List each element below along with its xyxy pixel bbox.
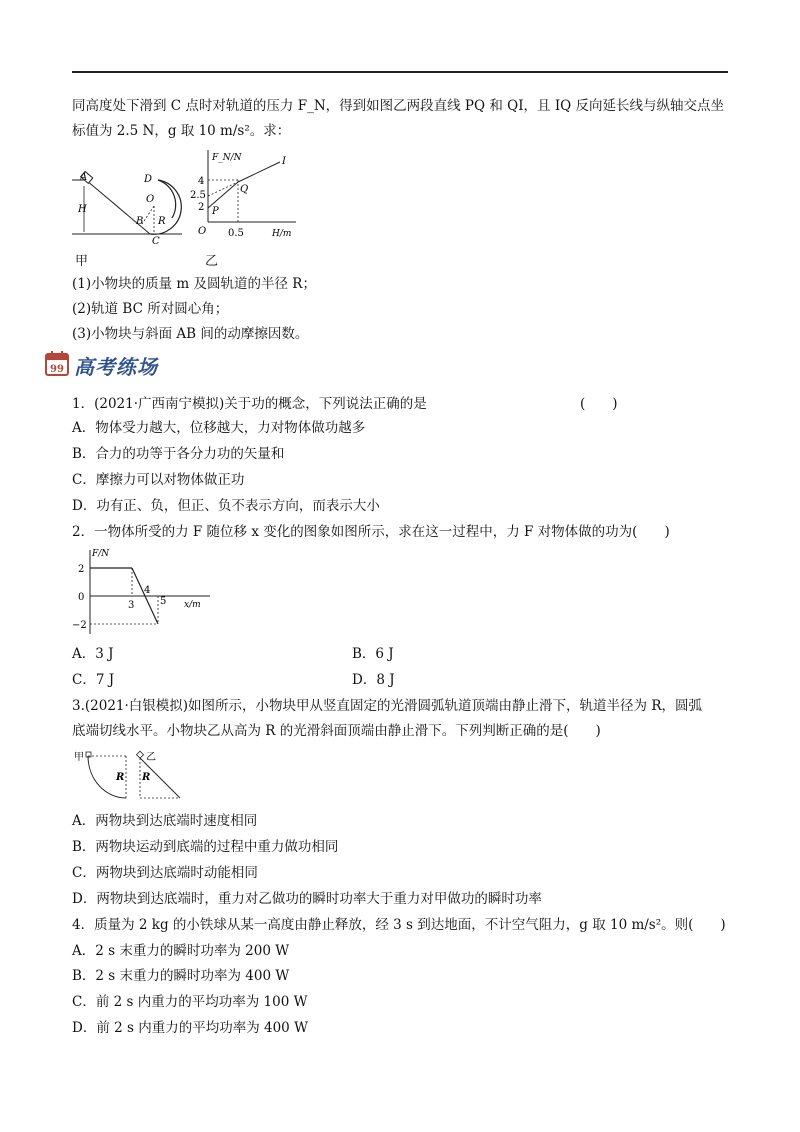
yi-line-pq [208, 182, 238, 208]
calendar-icon [44, 349, 70, 377]
jia-caption: 甲 [75, 254, 89, 269]
q4-option-b: B．2 s 末重力的瞬时功率为 400 W [72, 968, 290, 984]
q2-tick-x-3: 3 [128, 600, 135, 611]
q3-option-d: D．两物块到达底端时，重力对乙做功的瞬时功率大于重力对甲做功的瞬时功率 [72, 891, 542, 907]
jia-label-h: H [78, 204, 87, 215]
jia-label-o: O [146, 194, 155, 205]
jia-label-r: R [158, 216, 166, 227]
section-title: 高考练场 [74, 355, 158, 379]
yi-tick-4: 4 [198, 176, 205, 187]
q2-x-label: x/m [184, 600, 201, 610]
sub-question-3: (3)小物块与斜面 AB 间的动摩擦因数。 [72, 326, 309, 342]
yi-origin: O [198, 226, 207, 237]
jia-label-c: C [152, 236, 160, 247]
q1-answer-paren: ( ) [580, 396, 618, 412]
q3-block-yi [136, 751, 143, 758]
yi-tick-2-5: 2.5 [190, 190, 206, 201]
yi-point-i: I [282, 156, 286, 167]
q4-option-c: C．前 2 s 内重力的平均功率为 100 W [72, 994, 308, 1010]
q3-label-r1: R [116, 772, 125, 783]
q1-option-c: C．摩擦力可以对物体做正功 [72, 472, 245, 488]
yi-point-q: Q [240, 184, 249, 195]
q1-option-d: D．功有正、负，但正、负不表示方向，而表示大小 [72, 498, 380, 514]
q2-tick-y-2: 2 [78, 564, 85, 575]
yi-x-label: H/m [272, 229, 292, 239]
q2-option-c: C．7 J [72, 672, 115, 688]
q3-stem-line-1: 3.(2021·白银模拟)如图所示，小物块甲从竖直固定的光滑圆弧轨道顶端由静止滑下，轨道半径为 R，圆弧 [72, 698, 703, 714]
sub-question-2: (2)轨道 BC 所对圆心角； [72, 301, 229, 317]
sub-question-1: (1)小物块的质量 m 及圆轨道的半径 R； [72, 276, 316, 292]
q2-y-label: F/N [92, 549, 110, 559]
figure-jia [72, 146, 192, 246]
jia-arc-lower [150, 180, 181, 234]
q2-option-b: B．6 J [352, 646, 394, 662]
jia-dashed-ob [142, 206, 154, 224]
q2-tick-x-4: 4 [144, 585, 151, 596]
q2-stem: 2．一物体所受的力 F 随位移 x 变化的图象如图所示，求在这一过程中，力 F 对物体做的功为( ) [72, 524, 670, 540]
q4-option-d: D．前 2 s 内重力的平均功率为 400 W [72, 1020, 308, 1036]
calendar-badge: 99 [50, 364, 64, 375]
q3-label-yi: 乙 [146, 752, 156, 763]
header-rule [72, 71, 728, 73]
q1-option-b: B．合力的功等于各分力功的矢量和 [72, 446, 285, 462]
yi-y-label: F_N/N [212, 153, 242, 163]
q3-option-b: B．两物块运动到底端的过程中重力做功相同 [72, 839, 339, 855]
q1-option-a: A．物体受力越大，位移越大，力对物体做功越多 [72, 420, 366, 436]
q2-option-d: D．8 J [352, 672, 395, 688]
q2-tick-y-0: 0 [78, 592, 85, 603]
q3-stem-line-2: 底端切线水平。小物块乙从高为 R 的光滑斜面顶端由静止滑下。下列判断正确的是( ) [72, 723, 601, 739]
jia-label-a: A [80, 172, 88, 183]
q2-option-a: A．3 J [72, 646, 114, 662]
intro-line-1: 同高度处下滑到 C 点时对轨道的压力 F_N，得到如图乙两段直线 PQ 和 QI，且 IQ 反向延长线与纵轴交点坐 [72, 98, 725, 114]
q4-stem: 4．质量为 2 kg 的小铁球从某一高度由静止释放，经 3 s 到达地面，不计空气阻力，g 取 10 m/s²。则( ) [72, 917, 726, 933]
q4-option-a: A．2 s 末重力的瞬时功率为 200 W [72, 943, 290, 959]
yi-tick-0-5: 0.5 [228, 228, 244, 239]
q2-force-chart [72, 546, 212, 638]
q3-option-a: A．两物块到达底端时速度相同 [72, 813, 258, 829]
yi-tick-2: 2 [198, 202, 205, 213]
q1-stem: 1．(2021·广西南宁模拟)关于功的概念，下列说法正确的是 [72, 396, 427, 412]
q3-label-jia: 甲 [74, 752, 84, 763]
yi-line-qi [238, 162, 280, 182]
yi-caption: 乙 [205, 254, 219, 269]
jia-arc-upper [158, 180, 176, 218]
jia-label-d: D [144, 174, 153, 185]
intro-line-2: 标值为 2.5 N，g 取 10 m/s²。求： [72, 123, 291, 139]
jia-label-b: B [136, 216, 144, 227]
yi-extension [208, 182, 238, 196]
yi-point-p: P [212, 206, 219, 217]
q3-label-r2: R [142, 772, 151, 783]
q2-tick-y-neg2: −2 [72, 620, 87, 631]
q2-tick-x-5: 5 [160, 596, 167, 607]
q3-figure [72, 748, 192, 804]
figure-yi [192, 146, 302, 246]
q3-option-c: C．两物块到达底端时动能相同 [72, 865, 258, 881]
